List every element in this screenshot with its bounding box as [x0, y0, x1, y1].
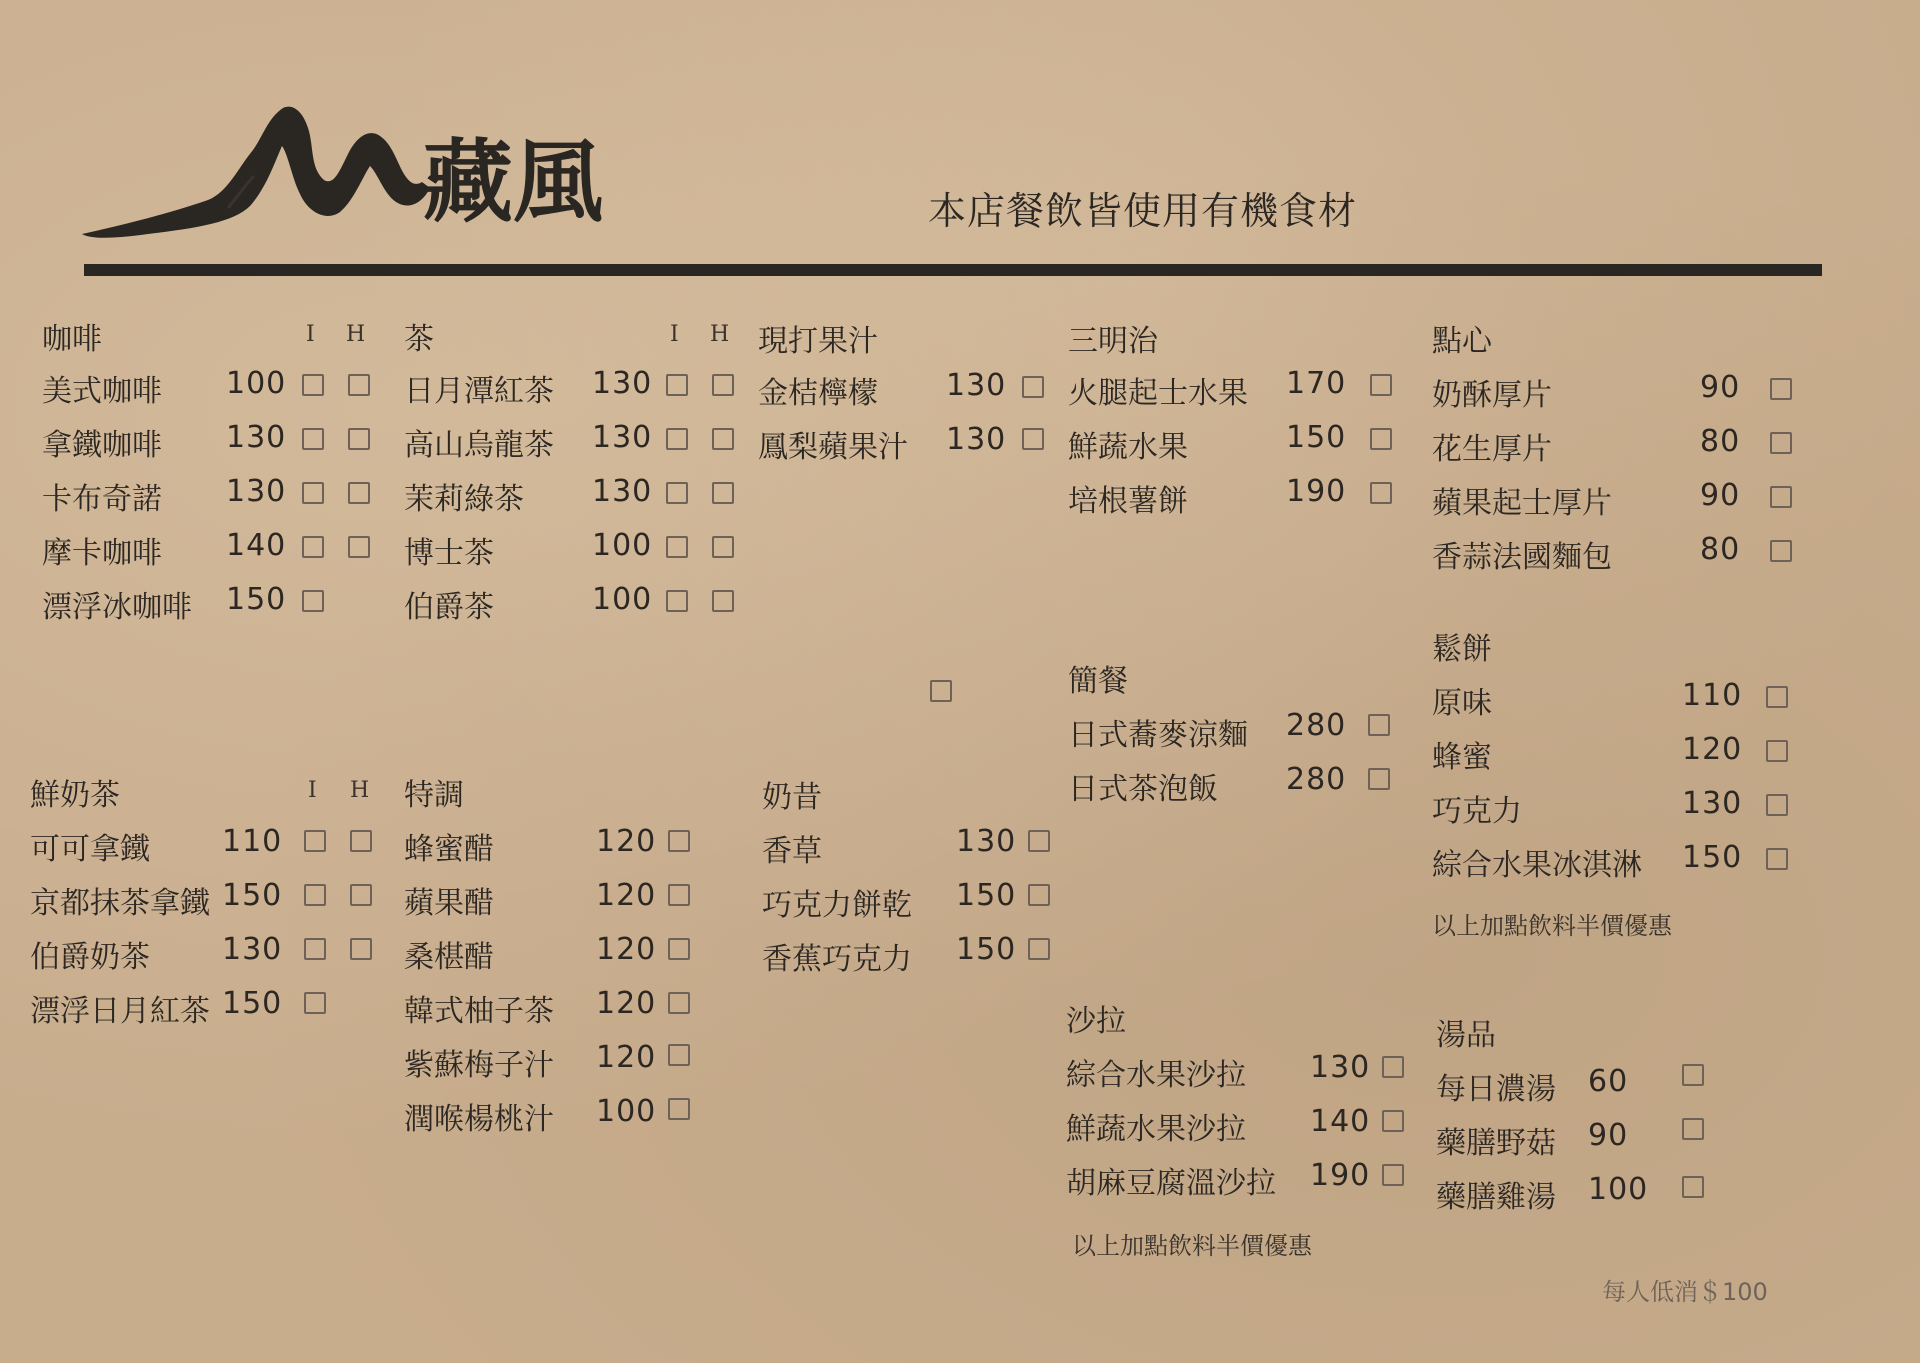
iced-checkbox[interactable] — [304, 884, 326, 906]
order-checkbox[interactable] — [1766, 740, 1788, 762]
item-name: 每日濃湯 — [1436, 1072, 1556, 1107]
item-price: 120 — [596, 878, 657, 913]
item-price: 150 — [226, 582, 287, 617]
section-title: 奶昔 — [762, 780, 822, 815]
item-name: 桑椹醋 — [404, 940, 494, 975]
item-price: 170 — [1286, 366, 1347, 401]
salad-note: 以上加點飲料半價優惠 — [1072, 1232, 1312, 1260]
iced-header: I — [670, 322, 679, 347]
item-price: 120 — [596, 1040, 657, 1075]
item-price: 110 — [1682, 678, 1743, 713]
order-checkbox[interactable] — [1028, 938, 1050, 960]
item-price: 190 — [1310, 1158, 1371, 1193]
order-checkbox[interactable] — [1382, 1110, 1404, 1132]
order-checkbox[interactable] — [1368, 768, 1390, 790]
item-name: 蘋果起士厚片 — [1432, 486, 1612, 521]
item-name: 藥膳野菇 — [1436, 1126, 1556, 1161]
item-price: 140 — [1310, 1104, 1371, 1139]
item-name: 香蕉巧克力 — [762, 942, 912, 977]
item-price: 280 — [1286, 708, 1347, 743]
iced-checkbox[interactable] — [666, 428, 688, 450]
section-title: 湯品 — [1436, 1018, 1496, 1053]
slogan: 本店餐飲皆使用有機食材 — [928, 189, 1358, 233]
section-title: 簡餐 — [1068, 664, 1128, 699]
section-title: 現打果汁 — [758, 324, 878, 359]
item-price: 140 — [226, 528, 287, 563]
item-name: 美式咖啡 — [42, 374, 162, 409]
hot-header: H — [710, 322, 730, 347]
item-price: 80 — [1700, 532, 1741, 567]
item-price: 130 — [1682, 786, 1743, 821]
hot-header: H — [346, 322, 366, 347]
item-name: 卡布奇諾 — [42, 482, 162, 517]
item-name: 伯爵茶 — [404, 590, 494, 625]
brand-logo — [78, 88, 638, 248]
item-name: 蘋果醋 — [404, 886, 494, 921]
iced-header: I — [308, 778, 317, 803]
order-checkbox[interactable] — [668, 992, 690, 1014]
order-checkbox[interactable] — [1022, 376, 1044, 398]
section-title: 鮮奶茶 — [30, 778, 120, 813]
item-name: 日式茶泡飯 — [1068, 772, 1218, 807]
item-price: 90 — [1700, 370, 1741, 405]
order-checkbox[interactable] — [668, 1044, 690, 1066]
item-price: 130 — [222, 932, 283, 967]
item-name: 火腿起士水果 — [1068, 376, 1248, 411]
item-price: 130 — [946, 422, 1007, 457]
item-price: 130 — [592, 474, 653, 509]
item-name: 韓式柚子茶 — [404, 994, 554, 1029]
order-checkbox[interactable] — [930, 680, 952, 702]
item-price: 100 — [592, 528, 653, 563]
minimum-charge: 每人低消＄100 — [1602, 1278, 1768, 1306]
iced-checkbox[interactable] — [302, 374, 324, 396]
item-name: 高山烏龍茶 — [404, 428, 554, 463]
order-checkbox[interactable] — [1682, 1118, 1704, 1140]
mountain-logo-icon — [78, 88, 638, 248]
iced-checkbox[interactable] — [304, 992, 326, 1014]
order-checkbox[interactable] — [1766, 794, 1788, 816]
iced-checkbox[interactable] — [302, 536, 324, 558]
header-divider — [84, 264, 1822, 276]
order-checkbox[interactable] — [668, 938, 690, 960]
iced-checkbox[interactable] — [302, 590, 324, 612]
item-price: 130 — [592, 420, 653, 455]
order-checkbox[interactable] — [1770, 540, 1792, 562]
item-price: 280 — [1286, 762, 1347, 797]
item-price: 90 — [1700, 478, 1741, 513]
order-checkbox[interactable] — [1770, 432, 1792, 454]
item-name: 可可拿鐵 — [30, 832, 150, 867]
iced-checkbox[interactable] — [666, 482, 688, 504]
item-name: 巧克力餅乾 — [762, 888, 912, 923]
item-price: 120 — [596, 932, 657, 967]
section-title: 特調 — [404, 778, 464, 813]
item-price: 100 — [1588, 1172, 1649, 1207]
hot-checkbox[interactable] — [712, 590, 734, 612]
item-price: 100 — [596, 1094, 657, 1129]
item-name: 鳳梨蘋果汁 — [758, 430, 908, 465]
section-title: 三明治 — [1068, 324, 1158, 359]
item-price: 190 — [1286, 474, 1347, 509]
item-price: 130 — [946, 368, 1007, 403]
iced-checkbox[interactable] — [302, 428, 324, 450]
iced-checkbox[interactable] — [666, 374, 688, 396]
logo-text: 藏風 — [423, 129, 603, 235]
hot-checkbox[interactable] — [712, 536, 734, 558]
hot-checkbox[interactable] — [348, 374, 370, 396]
item-price: 150 — [956, 932, 1017, 967]
hot-header: H — [350, 778, 370, 803]
item-name: 香草 — [762, 834, 822, 869]
item-price: 130 — [1310, 1050, 1371, 1085]
order-checkbox[interactable] — [1022, 428, 1044, 450]
item-price: 130 — [226, 474, 287, 509]
item-price: 110 — [222, 824, 283, 859]
order-checkbox[interactable] — [1028, 884, 1050, 906]
order-checkbox[interactable] — [668, 1098, 690, 1120]
item-price: 100 — [592, 582, 653, 617]
item-price: 120 — [1682, 732, 1743, 767]
item-price: 120 — [596, 986, 657, 1021]
item-price: 130 — [592, 366, 653, 401]
item-name: 拿鐵咖啡 — [42, 428, 162, 463]
pancake-note: 以上加點飲料半價優惠 — [1432, 912, 1672, 940]
order-checkbox[interactable] — [1370, 428, 1392, 450]
item-name: 京都抹茶拿鐵 — [30, 886, 210, 921]
item-price: 150 — [1682, 840, 1743, 875]
item-name: 培根薯餅 — [1068, 484, 1188, 519]
iced-checkbox[interactable] — [304, 938, 326, 960]
item-name: 博士茶 — [404, 536, 494, 571]
item-price: 150 — [1286, 420, 1347, 455]
iced-checkbox[interactable] — [666, 590, 688, 612]
order-checkbox[interactable] — [1770, 378, 1792, 400]
item-name: 漂浮冰咖啡 — [42, 590, 192, 625]
item-name: 日式蕎麥涼麵 — [1068, 718, 1248, 753]
hot-checkbox[interactable] — [350, 884, 372, 906]
item-name: 原味 — [1432, 686, 1492, 721]
order-checkbox[interactable] — [1766, 686, 1788, 708]
order-checkbox[interactable] — [668, 830, 690, 852]
iced-header: I — [306, 322, 315, 347]
section-title: 鬆餅 — [1432, 632, 1492, 667]
section-title: 茶 — [404, 322, 434, 357]
item-name: 漂浮日月紅茶 — [30, 994, 210, 1029]
section-title: 咖啡 — [42, 322, 102, 357]
iced-checkbox[interactable] — [666, 536, 688, 558]
item-price: 60 — [1588, 1064, 1629, 1099]
order-checkbox[interactable] — [1770, 486, 1792, 508]
item-name: 綜合水果冰淇淋 — [1432, 848, 1642, 883]
item-name: 日月潭紅茶 — [404, 374, 554, 409]
item-price: 130 — [956, 824, 1017, 859]
hot-checkbox[interactable] — [348, 536, 370, 558]
hot-checkbox[interactable] — [350, 938, 372, 960]
hot-checkbox[interactable] — [712, 482, 734, 504]
order-checkbox[interactable] — [1370, 374, 1392, 396]
item-name: 茉莉綠茶 — [404, 482, 524, 517]
item-name: 藥膳雞湯 — [1436, 1180, 1556, 1215]
item-name: 綜合水果沙拉 — [1066, 1058, 1246, 1093]
item-price: 80 — [1700, 424, 1741, 459]
item-name: 鮮蔬水果 — [1068, 430, 1188, 465]
item-name: 摩卡咖啡 — [42, 536, 162, 571]
hot-checkbox[interactable] — [350, 830, 372, 852]
section-title: 點心 — [1432, 324, 1492, 359]
hot-checkbox[interactable] — [348, 428, 370, 450]
order-checkbox[interactable] — [668, 884, 690, 906]
order-checkbox[interactable] — [1382, 1056, 1404, 1078]
order-checkbox[interactable] — [1682, 1176, 1704, 1198]
item-price: 90 — [1588, 1118, 1629, 1153]
item-name: 紫蘇梅子汁 — [404, 1048, 554, 1083]
item-name: 奶酥厚片 — [1432, 378, 1552, 413]
item-price: 120 — [596, 824, 657, 859]
item-price: 100 — [226, 366, 287, 401]
hot-checkbox[interactable] — [712, 428, 734, 450]
order-checkbox[interactable] — [1682, 1064, 1704, 1086]
item-name: 鮮蔬水果沙拉 — [1066, 1112, 1246, 1147]
item-name: 蜂蜜 — [1432, 740, 1492, 775]
item-price: 150 — [222, 878, 283, 913]
item-name: 蜂蜜醋 — [404, 832, 494, 867]
item-price: 150 — [956, 878, 1017, 913]
item-name: 伯爵奶茶 — [30, 940, 150, 975]
iced-checkbox[interactable] — [302, 482, 324, 504]
item-price: 130 — [226, 420, 287, 455]
hot-checkbox[interactable] — [348, 482, 370, 504]
iced-checkbox[interactable] — [304, 830, 326, 852]
order-checkbox[interactable] — [1028, 830, 1050, 852]
item-name: 潤喉楊桃汁 — [404, 1102, 554, 1137]
order-checkbox[interactable] — [1382, 1164, 1404, 1186]
section-title: 沙拉 — [1066, 1004, 1126, 1039]
order-checkbox[interactable] — [1370, 482, 1392, 504]
item-name: 花生厚片 — [1432, 432, 1552, 467]
item-name: 香蒜法國麵包 — [1432, 540, 1612, 575]
item-name: 胡麻豆腐溫沙拉 — [1066, 1166, 1276, 1201]
order-checkbox[interactable] — [1766, 848, 1788, 870]
item-name: 巧克力 — [1432, 794, 1522, 829]
item-name: 金桔檸檬 — [758, 376, 878, 411]
item-price: 150 — [222, 986, 283, 1021]
order-checkbox[interactable] — [1368, 714, 1390, 736]
hot-checkbox[interactable] — [712, 374, 734, 396]
